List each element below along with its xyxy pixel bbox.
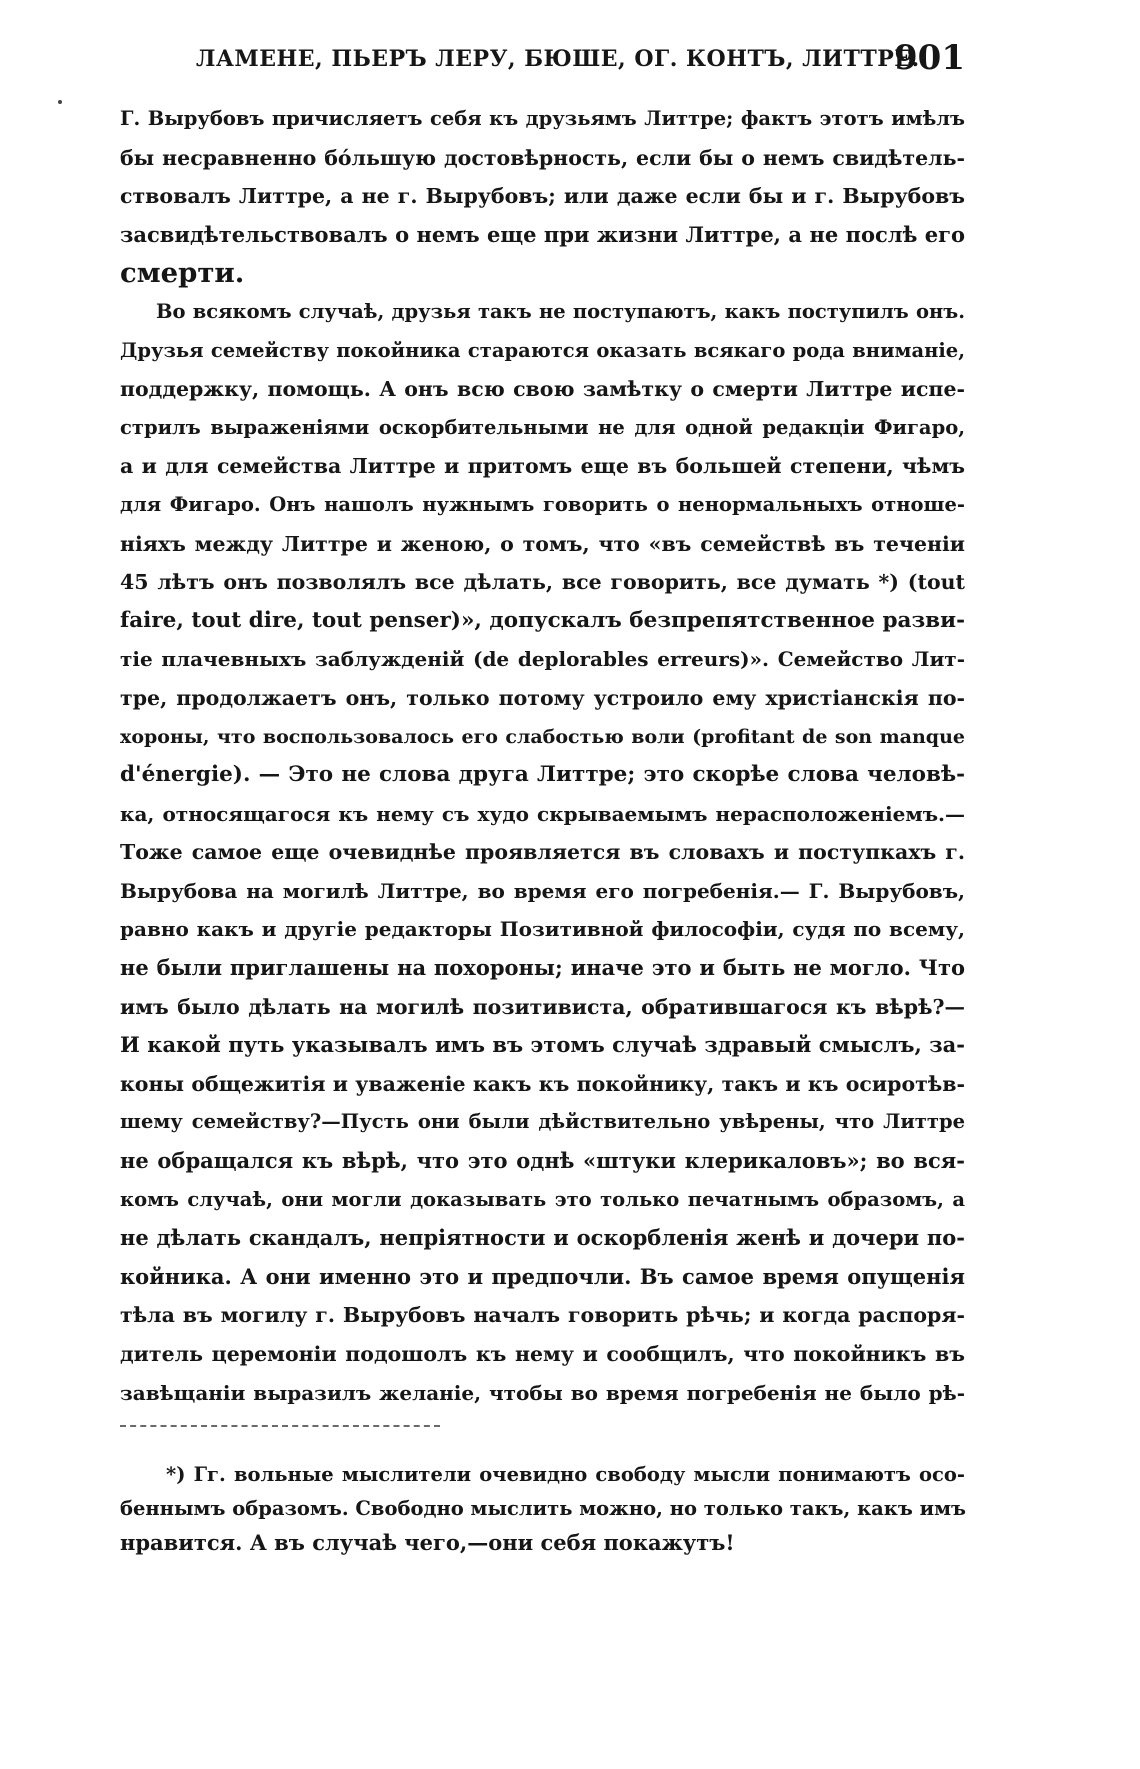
text-line: не обращался къ вѣрѣ, что это однѣ «штуки клерикаловъ»; во вся- (120, 1148, 965, 1174)
text-line: завѣщаніи выразилъ желаніе, чтобы во время погребенія не было рѣ- (120, 1380, 965, 1405)
main-text (120, 100, 965, 1412)
page-number: 901 (894, 38, 965, 78)
text-line: шему семейству?—Пусть они были дѣйствительно увѣрены, что Литтре (120, 1110, 965, 1134)
text-line: койника. А они именно это и предпочли. Въ самое время опущенія (120, 1263, 965, 1289)
footnote-line: нравится. А въ случаѣ чего,—они себя покажутъ! (120, 1530, 735, 1555)
text-line: комъ случаѣ, они могли доказывать это только печатнымъ образомъ, а (120, 1187, 965, 1211)
text-line: тіе плачевныхъ заблужденій (de deplorables erreurs)». Семейство Лит- (120, 647, 965, 672)
text-line: смерти. (120, 257, 245, 290)
text-line: Вырубова на могилѣ Литтре, во время его погребенія.— Г. Вырубовъ, (120, 878, 965, 903)
margin-speck (58, 100, 62, 104)
text-line: И какой путь указывалъ имъ въ этомъ случаѣ здравый смыслъ, за- (120, 1032, 965, 1058)
text-line: 45 лѣтъ онъ позволялъ все дѣлать, все говорить, все думать *) (tout (120, 570, 965, 595)
text-line: дитель церемоніи подошолъ къ нему и сообщилъ, что покойникъ въ (120, 1342, 965, 1366)
text-line: бы несравненно бо́льшую достовѣрность, если бы о немъ свидѣтель- (120, 145, 965, 170)
text-line: Тоже самое еще очевиднѣе проявляется въ словахъ и поступкахъ г. (120, 840, 965, 865)
footnote-separator (120, 1425, 440, 1427)
text-line: d'énergie). — Это не слова друга Литтре; это скорѣе слова человѣ- (120, 762, 965, 788)
text-line: тѣла въ могилу г. Вырубовъ началъ говорить рѣчь; и когда распоря- (120, 1303, 965, 1328)
text-line: засвидѣтельствовалъ о немъ еще при жизни Литтре, а не послѣ его (120, 221, 965, 247)
text-line: поддержку, помощь. А онъ всю свою замѣтку о смерти Литтре испе- (120, 377, 965, 402)
text-line: ка, относящагося къ нему съ худо скрываемымъ нерасположеніемъ.— (120, 801, 965, 826)
text-line: коны общежитія и уваженіе какъ къ покойнику, такъ и къ осиротѣв- (120, 1071, 965, 1096)
text-line: хороны, что воспользовалось его слабостью воли (profitant de son manque (120, 725, 965, 748)
text-line: а и для семейства Литтре и притомъ еще въ большей степени, чѣмъ (120, 454, 965, 479)
text-line: тре, продолжаетъ онъ, только потому устроило ему христіанскія по- (120, 685, 965, 710)
text-line: Друзья семейству покойника стараются оказать всякаго рода вниманіе, (120, 338, 965, 362)
text-line: Г. Вырубовъ причисляетъ себя къ друзьямъ Литтре; фактъ этотъ имѣлъ (120, 107, 965, 130)
text-line: ніяхъ между Литтре и женою, о томъ, что «въ семействѣ въ теченіи (120, 531, 965, 556)
text-line: стрилъ выраженіями оскорбительными не для одной редакціи Фигаро, (120, 415, 965, 439)
footnote-line: *) Гг. вольные мыслители очевидно свободу мысли понимаютъ осо- (166, 1463, 965, 1486)
text-line: не были приглашены на похороны; иначе это и быть не могло. Что (120, 955, 965, 981)
page-header (120, 38, 965, 88)
footnote-line: беннымъ образомъ. Свободно мыслить можно, но только такъ, какъ имъ (120, 1497, 966, 1520)
text-line: ствовалъ Литтре, а не г. Вырубовъ; или даже если бы и г. Вырубовъ (120, 184, 965, 209)
text-line: для Фигаро. Онъ нашолъ нужнымъ говорить о ненормальныхъ отноше- (120, 492, 965, 516)
text-line: имъ было дѣлать на могилѣ позитивиста, обратившагося къ вѣрѣ?— (120, 994, 965, 1019)
text-line: равно какъ и другіе редакторы Позитивной философіи, судя по всему, (120, 917, 965, 942)
paragraph-start-line: Во всякомъ случаѣ, друзья такъ не поступаютъ, какъ поступилъ онъ. (156, 299, 965, 323)
text-line: faire, tout dire, tout penser)», допускалъ безпрепятственное разви- (120, 607, 965, 633)
text-line: не дѣлать скандалъ, непріятности и оскорбленія женѣ и дочери по- (120, 1225, 965, 1251)
footnote (120, 1458, 965, 1560)
running-head: ЛАМЕНЕ, ПЬЕРЪ ЛЕРУ, БЮШЕ, ОГ. КОНТЪ, ЛИТТРЕ. (196, 46, 920, 72)
